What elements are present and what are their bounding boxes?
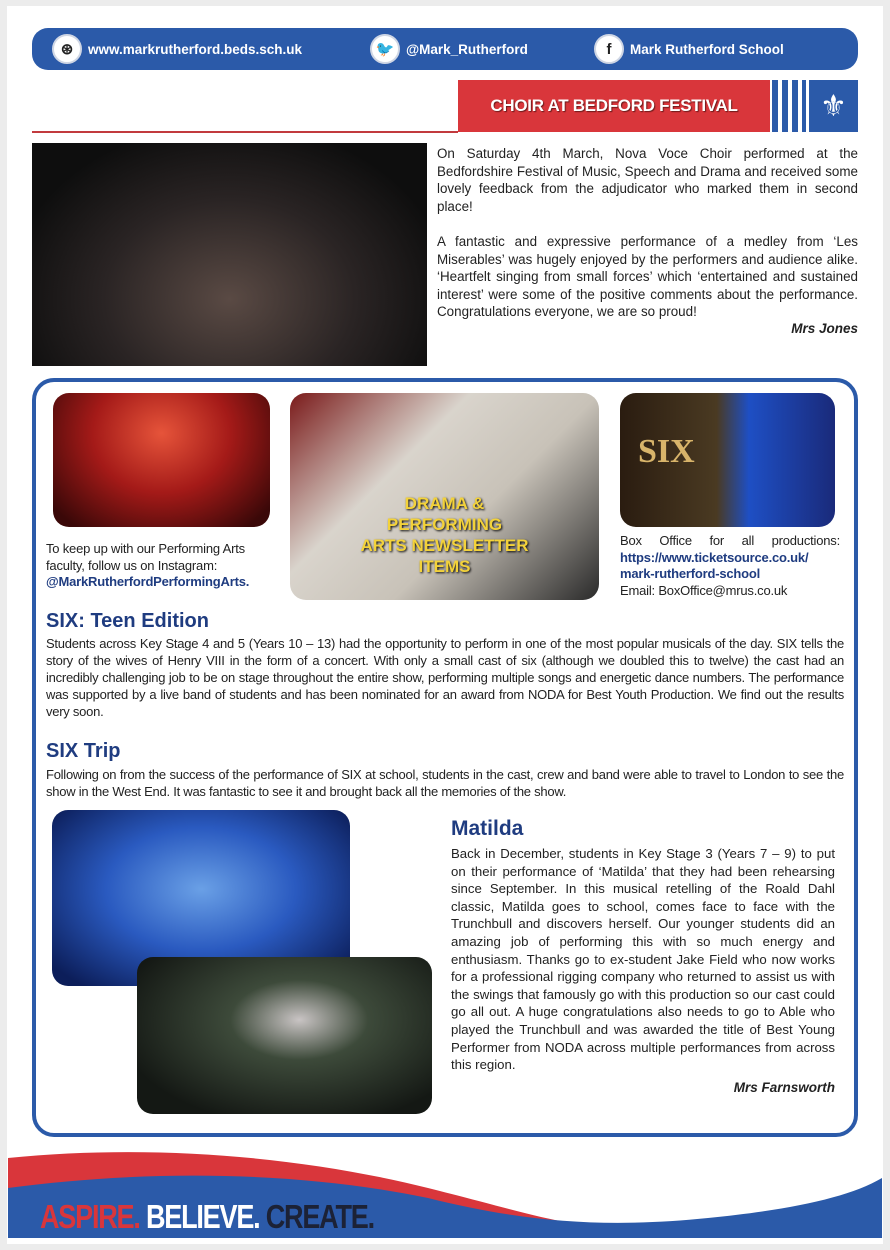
box-office-label: Box Office for all productions: [620,533,840,548]
matilda-article [451,845,835,1095]
six-trip-body: Following on from the success of the performance of SIX at school, students in the cast, crew and band were able to travel to London to see the show in the West End. It was fantastic to see it and brought back all the memories of the show. [46,767,844,799]
six-heading: SIX: Teen Edition [46,610,209,632]
six-trip-heading: SIX Trip [46,740,121,762]
choir-signature: Mrs Jones [791,320,858,336]
globe-icon: ⊛ [52,34,82,64]
facebook-text: Mark Rutherford School [630,41,784,57]
slogan-aspire: ASPIRE. [40,1198,140,1235]
six-sign-photo [620,393,835,527]
matilda-heading: Matilda [451,817,524,840]
choir-photo [32,143,427,366]
section-title: CHOIR AT BEDFORD FESTIVAL [458,80,770,132]
six-performance-photo [53,393,270,527]
banner-text [290,493,599,577]
slogan-create: CREATE. [265,1198,374,1235]
choir-article [437,145,858,336]
twitter-icon: 🐦 [370,34,400,64]
banner-line: ITEMS [418,557,471,576]
school-crest-icon: ⚜ [809,80,858,132]
twitter-link[interactable] [370,34,528,64]
divider [32,131,458,133]
six-body: Students across Key Stage 4 and 5 (Years 10 – 13) had the opportunity to perform in one of the most popular musicals of the day. SIX tells the story of the wives of Henry VIII in the form of a concert. With only a small cast of six (although we doubled this to twelve) the cast had an incredibly challenging job to be on stage throughout the entire show, performing multiple songs and energetic dance numbers. The performance was supported by a live band of students and has been nominated for an award from NODA for Best Youth Production. We find out the results very soon. [46,636,844,719]
website-text: www.markrutherford.beds.sch.uk [88,41,303,57]
banner-line: PERFORMING [386,515,503,534]
instagram-note [46,541,286,591]
box-office-link[interactable]: https://www.ticketsource.co.uk/ [620,549,809,565]
decorative-stripes [772,80,806,132]
instagram-handle-link[interactable]: @MarkRutherfordPerformingArts. [46,574,250,589]
footer-slogan [40,1198,374,1236]
box-office-note [620,533,840,599]
banner-line: ARTS NEWSLETTER [360,536,529,555]
matilda-trunchbull-photo [137,957,432,1114]
matilda-body: Back in December, students in Key Stage 3 (Years 7 – 9) to put on their performance of ‘Matilda’ that they had been rehearsing since September. In this musical retelling of the Roald Dahl classic, Matilda goes to school, comes face to face with the Trunchbull and discovers herself. Our younger students did an amazing job of performing this with so much energy and enthusiasm. Thanks go to ex-student Jake Field who now works for a professional rigging company who returned to assist us with the swings that famously go with this production so our cast could go all out. A huge congratulations also needs to go to Able who played the Trunchbull and was awarded the title of Best Young Performer from NODA across multiple performances from across this region. [451,846,835,1073]
contact-bar [32,28,858,70]
facebook-link[interactable] [594,34,784,64]
six-sign-text: SIX [638,433,695,470]
drama-banner-image [290,393,599,600]
choir-paragraph-2: A fantastic and expressive performance of a medley from ‘Les Miserables’ was hugely enjoyed by the performers and audience alike. ‘Heartfelt singing from small forces’ which ‘entertained and sustained interest’ were some of the positive comments about the performance. Congratulations everyone, we are so proud! [437,233,858,320]
instagram-text: To keep up with our Performing Arts faculty, follow us on Instagram: [46,541,245,573]
website-link[interactable] [52,34,302,64]
slogan-believe: BELIEVE. [145,1198,260,1235]
choir-paragraph-1: On Saturday 4th March, Nova Voce Choir performed at the Bedfordshire Festival of Music, Speech and Drama and received some lovely feedback from the adjudicator who marked them in second place! [437,146,858,214]
facebook-icon: f [594,34,624,64]
twitter-text: @Mark_Rutherford [406,41,528,57]
box-office-email[interactable]: Email: BoxOffice@mrus.co.uk [620,582,788,598]
matilda-signature: Mrs Farnsworth [733,1079,835,1095]
box-office-link[interactable]: mark-rutherford-school [620,566,761,581]
banner-line: DRAMA & [404,494,485,513]
